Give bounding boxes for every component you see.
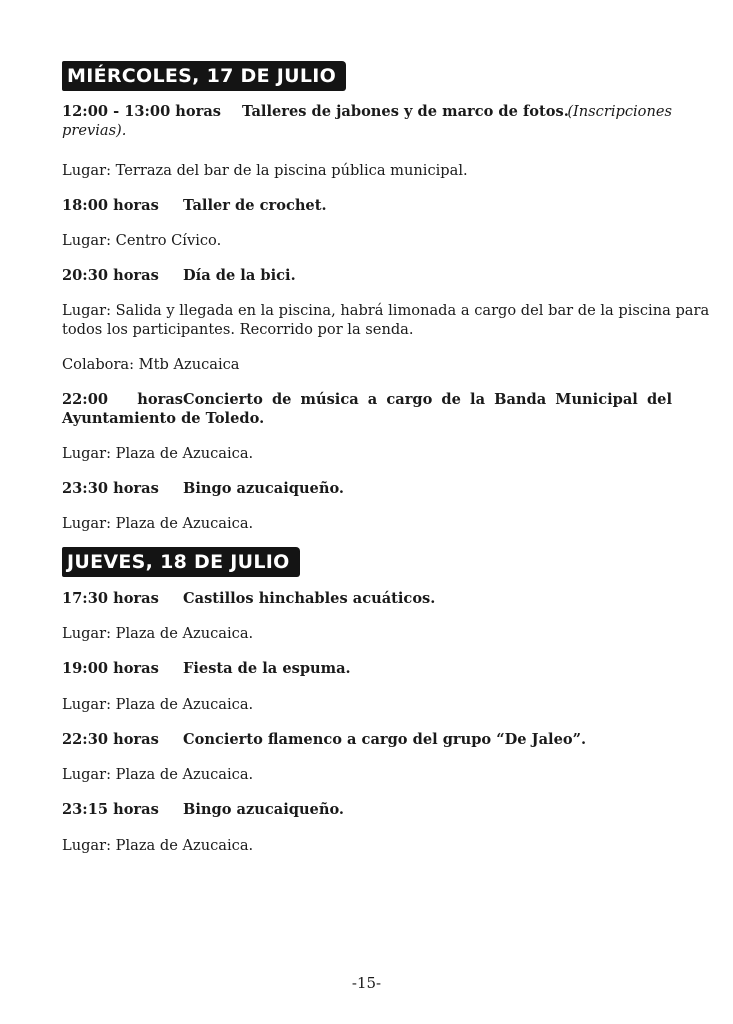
event-title: Talleres de jabones y de marco de fotos. [242, 103, 569, 120]
event-place: Lugar: Terraza del bar de la piscina pública municipal. [62, 162, 468, 179]
event-title: Día de la bici. [183, 267, 296, 284]
event-title: Concierto de música a cargo de la Banda Municipal del [183, 391, 672, 408]
event-time: 22:30 horas [62, 731, 159, 748]
day-heading-wednesday: MIÉRCOLES, 17 DE JULIO [62, 61, 346, 91]
event-title: Bingo azucaiqueño. [183, 801, 345, 818]
event-time: 18:00 horas [62, 197, 159, 214]
event-row [62, 102, 672, 121]
event-row [62, 730, 672, 749]
page [62, 0, 710, 1024]
event-title: Taller de crochet. [183, 197, 327, 214]
event-place: Lugar: Centro Cívico. [62, 232, 222, 249]
event-time: 17:30 horas [62, 590, 159, 607]
event-row [62, 196, 672, 215]
event-row [62, 479, 672, 498]
event-time: 19:00 horas [62, 660, 159, 677]
event-note-continued: previas). [62, 122, 127, 139]
event-row [62, 589, 672, 608]
event-title: Bingo azucaiqueño. [183, 480, 345, 497]
event-time: 22:00 horas [62, 391, 183, 408]
page-number: -15- [351, 974, 382, 992]
event-title: Castillos hinchables acuáticos. [183, 590, 436, 607]
event-place: Lugar: Salida y llegada en la piscina, habrá limonada a cargo del bar de la piscina para [62, 302, 710, 319]
event-time: 12:00 - 13:00 horas [62, 103, 222, 120]
event-row [62, 390, 672, 409]
event-title: Concierto flamenco a cargo del grupo “De Jaleo”. [183, 731, 587, 748]
event-time: 23:30 horas [62, 480, 159, 497]
event-place: Lugar: Plaza de Azucaica. [62, 515, 254, 532]
day-heading-thursday: JUEVES, 18 DE JULIO [62, 547, 300, 577]
event-place-continued: todos los participantes. Recorrido por la senda. [62, 321, 414, 338]
event-place: Lugar: Plaza de Azucaica. [62, 625, 254, 642]
event-title-continued: Ayuntamiento de Toledo. [62, 410, 265, 427]
event-title: Fiesta de la espuma. [183, 660, 351, 677]
event-time: 20:30 horas [62, 267, 159, 284]
event-note: (Inscripciones [567, 103, 672, 120]
event-place: Lugar: Plaza de Azucaica. [62, 696, 254, 713]
event-row [62, 659, 672, 678]
event-place: Lugar: Plaza de Azucaica. [62, 837, 254, 854]
event-time: 23:15 horas [62, 801, 159, 818]
event-place: Lugar: Plaza de Azucaica. [62, 766, 254, 783]
event-collaborator: Colabora: Mtb Azucaica [62, 356, 240, 373]
event-place: Lugar: Plaza de Azucaica. [62, 445, 254, 462]
event-row [62, 266, 672, 285]
event-row [62, 800, 672, 819]
